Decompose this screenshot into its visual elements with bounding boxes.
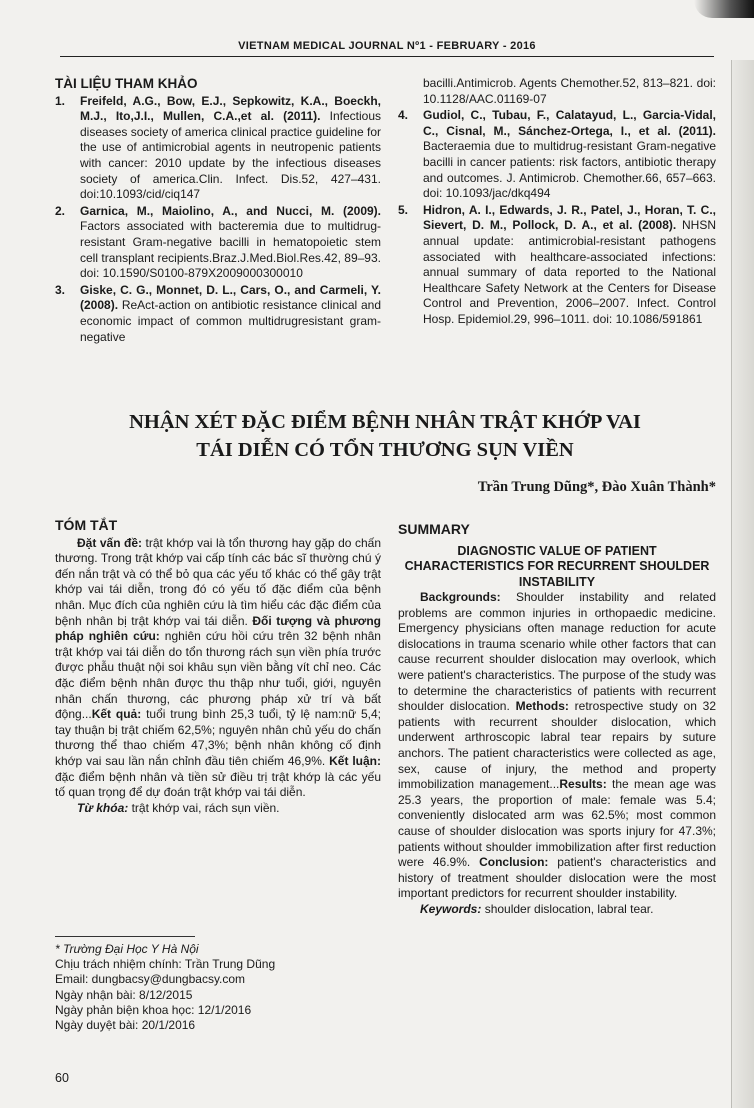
page-number: 60 <box>55 1071 69 1085</box>
header-rule <box>60 56 714 57</box>
journal-header: VIETNAM MEDICAL JOURNAL Nº1 - FEBRUARY - 2016 <box>238 40 536 52</box>
footnote: * Trường Đại Học Y Hà Nội Chịu trách nhiệm chính: Trần Trung Dũng Email: dungbacsy@dungbacsy.com Ngày nhận bài: 8/12/2015 Ngày phản biện khoa học: 12/1/2016 Ngày duyệt bài: 20/1/2016 <box>55 942 276 1033</box>
reference-item: 2. Garnica, M., Maiolino, A., and Nucci, M. (2009). Factors associated with bacteremia due to multidrug-resistant Gram-negative bacilli in hematopoietic stem cell transplant recipients.Braz.J.Med.Biol.Res.42, 89–93. doi: 10.1590/S0100-879X2009000300010 <box>55 203 381 281</box>
reference-continuation: bacilli.Antimicrob. Agents Chemother.52, 813–821. doi: 10.1128/AAC.01169-07 <box>423 76 716 106</box>
summary-en <box>398 522 716 918</box>
footnote-rule <box>55 936 195 937</box>
abstract-vi-body: Đặt vấn đề: trật khớp vai là tổn thương hay gặp do chấn thương. Trong trật khớp vai cấp tính các bác sĩ thường chú ý đến nắn trật và có thể bỏ qua các yếu tố khác có thể gây trật khớp vai tái diễn, trong đó có yếu tố đặc điểm của bệnh nhân. Mục đích của nghiên cứu là tìm hiểu các đặc điểm của bệnh nhân bị trật khớp vai tái diễn. Đối tượng và phương pháp nghiên cứu: nghiên cứu hồi cứu trên 32 bệnh nhân trật khớp vai tái diễn do tổn thương rách sụn viền phía trước được phẫu thuật nội soi khâu sụn viền bằng vít chỉ neo. Các đặc điểm bệnh nhân được thu thập như tuổi, giới, nguyên nhân chấn thương, các phương pháp xử trí và bất động...Kết quả: tuổi trung bình 25,3 tuổi, tỷ lệ nam:nữ 5,4; tay thuận bị trật chiếm 62,5%; nguyên nhân chủ yếu do chấn thương thể thao chiếm 47,3%; bệnh nhân không cố định khớp vai sau lần nắn chỉnh đầu tiên chiếm 46,9%. Kết luận: đặc điểm bệnh nhân và tiền sử điều trị trật khớp là các yếu tố quan trọng để dự đoán trật khớp vai tái diễn. <box>55 535 382 800</box>
article-title: NHẬN XÉT ĐẶC ĐIỂM BỆNH NHÂN TRẬT KHỚP VAI TÁI DIỄN CÓ TỔN THƯƠNG SỤN VIỀN <box>129 411 641 461</box>
summary-title: DIAGNOSTIC VALUE OF PATIENT CHARACTERISTICS FOR RECURRENT SHOULDER INSTABILITY <box>404 543 710 589</box>
reference-item: 3. Giske, C. G., Monnet, D. L., Cars, O., and Carmeli, Y. (2008). ReAct-action on antibiotic resistance clinical and economic impact of common multidrugresistant gram-negative <box>55 282 381 344</box>
abstract-vi <box>55 518 381 816</box>
page-corner-shadow <box>694 0 754 18</box>
article-authors: Trần Trung Dũng*, Đào Xuân Thành* <box>477 479 716 495</box>
abstract-vi-heading: TÓM TẮT <box>55 517 118 533</box>
summary-keywords: Keywords: shoulder dislocation, labral tear. <box>420 901 654 916</box>
references-left <box>55 76 381 346</box>
abstract-vi-keywords: Từ khóa: trật khớp vai, rách sụn viền. <box>77 800 280 815</box>
references-title: TÀI LIỆU THAM KHẢO <box>55 76 198 91</box>
adjacent-page-edge <box>731 60 754 1108</box>
reference-item: 1. Freifeld, A.G., Bow, E.J., Sepkowitz, K.A., Boeckh, M.J., Ito,J.I., Mullen, C.A.,et al. (2011). Infectious diseases society of america clinical practice guideline for the use of antimicrobial agents in neutropenic patients with cancer: 2010 update by the infectious diseases society of america.Clin. Infect. Dis.52, 427–431. doi:10.1093/cid/ciq147 <box>55 93 381 202</box>
reference-item: 5. Hidron, A. I., Edwards, J. R., Patel, J., Horan, T. C., Sievert, D. M., Pollock, D. A., et al. (2008). NHSN annual update: antimicrobial-resistant pathogens associated with healthcare-associated infections: annual summary of data reported to the National Healthcare Safety Network at the Centers for Disease Control and Prevention, 2006–2007. Infect. Control Hosp. Epidemiol.29, 996–1011. doi: 10.1086/591861 <box>398 202 716 326</box>
summary-body: Backgrounds: Shoulder instability and related problems are common injuries in orthopaedic medicine. Emergency physicians often manage reduction for acute dislocations in trauma scenario while other factors that can cause recurrent shoulder dislocation may overlook, which were patient's characteristics. The purpose of the study was to determine the characteristics of patients with recurrent shoulder dislocation. Methods: retrospective study on 32 patients with recurrent shoulder dislocation, which underwent arthroscopic labral tear repairs by suture anchors. The patient characteristics were collected as age, sex, cause of injury, the method and property immobilization management...Results: the mean age was 25.3 years, the proportion of male: female was 5.4; conveniently dislocated arm was 62.5%; most common cause of shoulder dislocation was sports injury for 47.3%; patients without shoulder immobilization after first reduction were 46.9%. Conclusion: patient's characteristics and history of treatment shoulder dislocation were the most important predictors for recurrent shoulder instability. <box>398 590 716 901</box>
reference-item: 4. Gudiol, C., Tubau, F., Calatayud, L., Garcia-Vidal, C., Cisnal, M., Sánchez-Ortega, I., et al. (2011). Bacteraemia due to multidrug-resistant Gram-negative bacilli in cancer patients: risk factors, antibiotic therapy and outcomes. J. Antimicrob. Chemother.66, 657–663. doi: 10.1093/jac/dkq494 <box>398 108 716 201</box>
summary-heading: SUMMARY <box>398 521 470 537</box>
references-right <box>398 76 716 329</box>
